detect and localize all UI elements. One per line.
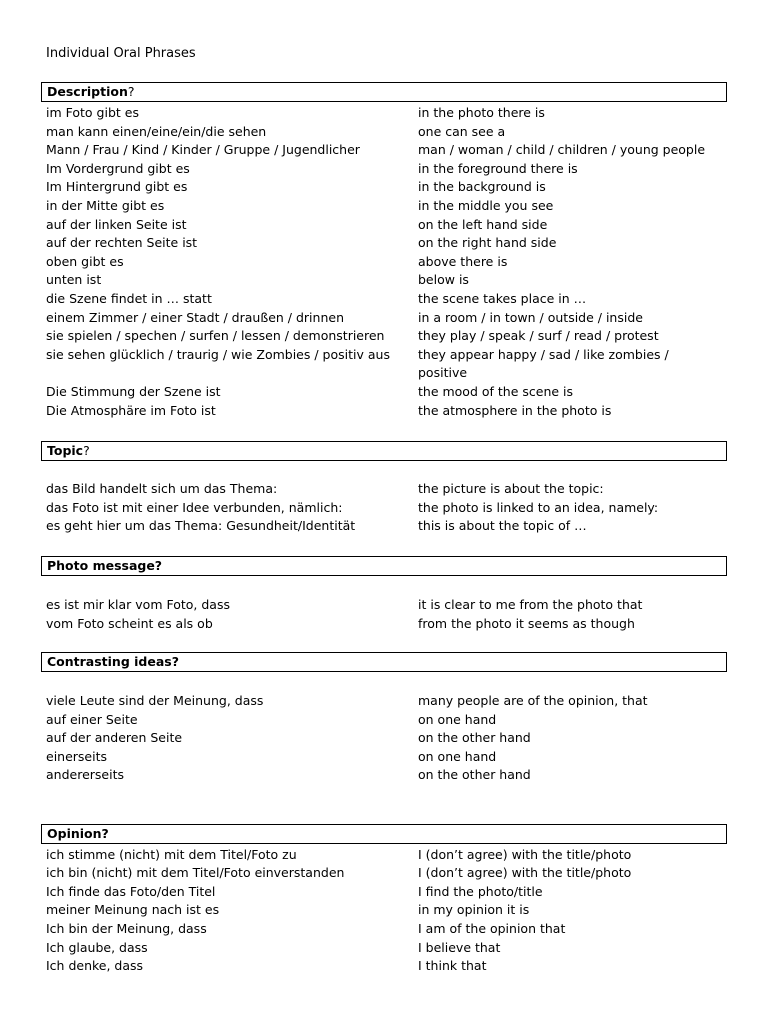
section-heading-bold: Topic — [47, 443, 84, 458]
german-phrase: einem Zimmer / einer Stadt / draußen / drinnen — [46, 309, 344, 325]
english-phrase: I am of the opinion that — [418, 920, 566, 936]
phrase-row — [0, 346, 768, 365]
english-phrase: in the foreground there is — [418, 160, 578, 176]
english-phrase: I think that — [418, 958, 487, 974]
german-phrase: Ich denke, dass — [46, 958, 144, 974]
phrase-row — [0, 178, 768, 197]
english-phrase: on the left hand side — [418, 216, 548, 232]
phrase-row — [0, 141, 768, 160]
phrase-row — [0, 517, 768, 536]
english-phrase: one can see a — [418, 123, 506, 139]
english-phrase: they play / speak / surf / read / protest — [418, 328, 659, 344]
english-phrase: on the other hand — [418, 767, 531, 783]
english-phrase: I (don’t agree) with the title/photo — [418, 865, 632, 881]
section-heading-photo-message — [41, 556, 727, 576]
section-heading-description — [41, 82, 727, 102]
german-phrase: auf der anderen Seite — [46, 730, 183, 746]
english-phrase: on the other hand — [418, 730, 531, 746]
english-phrase: the photo is linked to an idea, namely: — [418, 499, 659, 515]
english-phrase: in my opinion it is — [418, 902, 530, 918]
english-phrase: it is clear to me from the photo that — [418, 597, 643, 612]
german-phrase: auf einer Seite — [46, 711, 138, 727]
german-phrase: im Foto gibt es — [46, 105, 139, 120]
section-heading-bold: Opinion? — [47, 826, 109, 841]
german-phrase: in der Mitte gibt es — [46, 198, 165, 213]
english-phrase: they appear happy / sad / like zombies / — [418, 346, 669, 362]
german-phrase: die Szene findet in … statt — [46, 291, 212, 306]
german-phrase: sie sehen glücklich / traurig / wie Zombies / positiv aus — [46, 346, 390, 362]
english-phrase: on one hand — [418, 711, 497, 727]
phrase-row — [0, 309, 768, 328]
german-phrase: das Foto ist mit einer Idee verbunden, nämlich: — [46, 499, 343, 515]
german-phrase: Die Stimmung der Szene ist — [46, 384, 221, 399]
german-phrase: es ist mir klar vom Foto, dass — [46, 597, 230, 612]
section-heading-topic — [41, 441, 727, 461]
phrase-row — [0, 883, 768, 902]
english-phrase: in the middle you see — [418, 198, 554, 213]
german-phrase: ich stimme (nicht) mit dem Titel/Foto zu — [46, 846, 297, 862]
phrase-row — [0, 383, 768, 402]
phrase-row — [0, 160, 768, 179]
section-heading-opinion — [41, 824, 727, 844]
phrase-row — [0, 271, 768, 290]
section-heading-bold: Contrasting ideas? — [47, 654, 179, 669]
german-phrase: viele Leute sind der Meinung, dass — [46, 693, 264, 708]
german-phrase: Im Vordergrund gibt es — [46, 160, 190, 176]
english-phrase: in the background is — [418, 179, 546, 195]
section-heading-bold: Photo message? — [47, 558, 163, 573]
german-phrase: Ich glaube, dass — [46, 939, 148, 955]
english-phrase: this is about the topic of … — [418, 518, 587, 534]
phrase-row — [0, 939, 768, 958]
german-phrase: auf der rechten Seite ist — [46, 235, 198, 251]
german-phrase: man kann einen/eine/ein/die sehen — [46, 123, 267, 139]
english-phrase: on one hand — [418, 748, 497, 764]
phrase-row — [0, 197, 768, 216]
phrase-row — [0, 920, 768, 939]
document-title: Individual Oral Phrases — [46, 46, 196, 61]
english-phrase: below is — [418, 272, 469, 288]
english-phrase: above there is — [418, 253, 508, 269]
german-phrase: ich bin (nicht) mit dem Titel/Foto einverstanden — [46, 865, 345, 881]
english-phrase: the atmosphere in the photo is — [418, 402, 612, 418]
phrase-row — [0, 253, 768, 272]
german-phrase: unten ist — [46, 272, 102, 288]
phrase-row — [0, 615, 768, 634]
phrase-row — [0, 692, 768, 711]
english-phrase: from the photo it seems as though — [418, 615, 635, 631]
english-phrase: on the right hand side — [418, 235, 557, 251]
section-heading-rest: ? — [127, 84, 135, 99]
phrase-row — [0, 290, 768, 309]
phrase-row — [0, 234, 768, 253]
section-heading-rest: ? — [83, 443, 90, 458]
phrase-row — [0, 729, 768, 748]
german-phrase: Ich bin der Meinung, dass — [46, 920, 207, 936]
german-phrase: auf der linken Seite ist — [46, 216, 187, 232]
phrase-row — [0, 216, 768, 235]
english-phrase: the mood of the scene is — [418, 384, 574, 399]
german-phrase: einerseits — [46, 748, 108, 764]
german-phrase: andererseits — [46, 767, 124, 783]
german-phrase: das Bild handelt sich um das Thema: — [46, 481, 278, 496]
phrase-row — [0, 957, 768, 976]
phrase-row — [0, 846, 768, 865]
section-heading-contrasting-ideas — [41, 652, 727, 672]
english-phrase: I believe that — [418, 939, 501, 955]
german-phrase: Die Atmosphäre im Foto ist — [46, 402, 216, 418]
phrase-row — [0, 596, 768, 615]
german-phrase: sie spielen / spechen / surfen / lessen / demonstrieren — [46, 328, 385, 344]
english-phrase: in the photo there is — [418, 105, 545, 120]
phrase-row — [0, 711, 768, 730]
phrase-row — [0, 766, 768, 785]
phrase-row — [0, 748, 768, 767]
german-phrase: vom Foto scheint es als ob — [46, 615, 213, 631]
german-phrase: Ich finde das Foto/den Titel — [46, 883, 216, 899]
english-phrase: the scene takes place in … — [418, 291, 587, 306]
phrase-row — [0, 402, 768, 421]
phrase-row — [0, 480, 768, 499]
german-phrase: Im Hintergrund gibt es — [46, 179, 188, 195]
english-phrase: in a room / in town / outside / inside — [418, 309, 643, 325]
phrase-row — [0, 864, 768, 883]
section-heading-bold: Description — [47, 84, 128, 99]
phrase-row — [0, 364, 768, 383]
german-phrase: es geht hier um das Thema: Gesundheit/Identität — [46, 518, 356, 534]
english-phrase: I find the photo/title — [418, 883, 543, 899]
phrase-row — [0, 499, 768, 518]
phrase-row — [0, 123, 768, 142]
english-phrase: many people are of the opinion, that — [418, 693, 648, 708]
german-phrase: meiner Meinung nach ist es — [46, 902, 220, 918]
german-phrase: Mann / Frau / Kind / Kinder / Gruppe / Jugendlicher — [46, 142, 360, 158]
english-phrase: I (don’t agree) with the title/photo — [418, 846, 632, 862]
german-phrase: oben gibt es — [46, 253, 124, 269]
english-phrase: the picture is about the topic: — [418, 481, 604, 496]
phrase-row — [0, 901, 768, 920]
english-phrase: positive — [418, 365, 468, 381]
phrase-row — [0, 104, 768, 123]
english-phrase: man / woman / child / children / young people — [418, 142, 706, 158]
phrase-row — [0, 327, 768, 346]
